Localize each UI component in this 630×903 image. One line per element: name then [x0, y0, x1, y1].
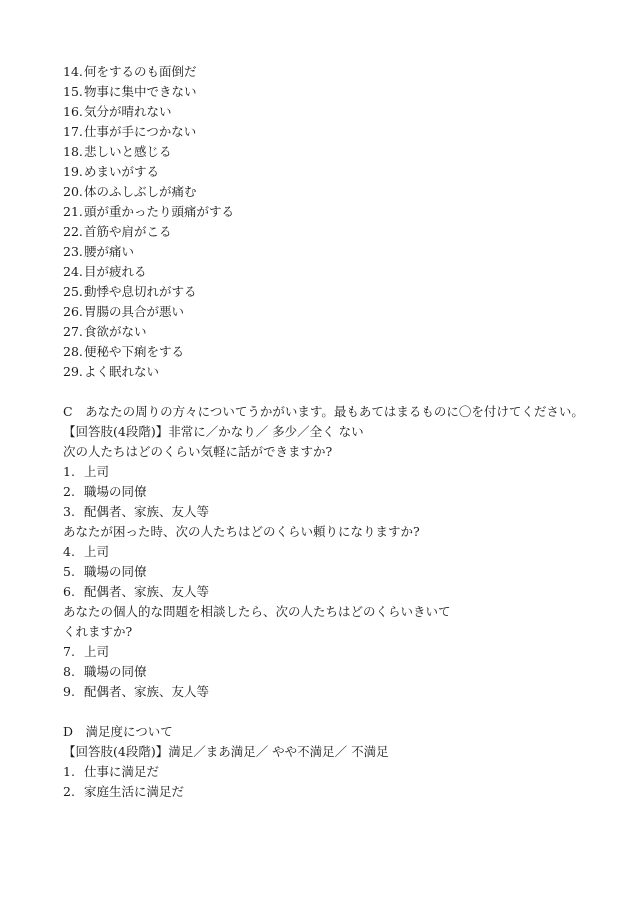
item-text: 動悸や息切れがする	[84, 284, 197, 299]
list-item	[63, 782, 389, 802]
question-1: 次の人たちはどのくらい気軽に話ができますか?	[63, 444, 333, 459]
item-text: 家庭生活に満足だ	[84, 784, 185, 799]
item-text: 腰が痛い	[84, 244, 135, 259]
item-text: めまいがする	[84, 164, 160, 179]
item-number: 27.	[63, 324, 83, 339]
item-text: よく眠れない	[84, 364, 160, 379]
list-item	[63, 462, 584, 482]
item-number: 17.	[63, 124, 83, 139]
item-text: 気分が晴れない	[84, 104, 172, 119]
list-item	[63, 102, 234, 122]
list-item	[63, 302, 234, 322]
list-item	[63, 222, 234, 242]
list-item	[63, 142, 234, 162]
item-number: 16.	[63, 104, 83, 119]
item-text: 便秘や下痢をする	[84, 344, 185, 359]
item-text: 何をするのも面倒だ	[84, 64, 197, 79]
item-number: 26.	[63, 304, 83, 319]
item-number: 9.	[63, 684, 75, 699]
list-item	[63, 582, 584, 602]
list-item	[63, 122, 234, 142]
item-text: 首筋や肩がこる	[84, 224, 172, 239]
section-d-heading: D 満足度について	[63, 724, 173, 739]
list-item	[63, 482, 584, 502]
item-text: 体のふしぶしが痛む	[84, 184, 197, 199]
question-3-line-1: あなたの個人的な問題を相談したら、次の人たちはどのくらいきいて	[63, 604, 451, 619]
list-item	[63, 362, 234, 382]
list-item	[63, 562, 584, 582]
item-number: 7.	[63, 644, 75, 659]
list-item	[63, 682, 584, 702]
item-number: 2.	[63, 484, 75, 499]
item-text: 目が疲れる	[84, 264, 147, 279]
item-number: 20.	[63, 184, 83, 199]
list-item	[63, 282, 234, 302]
item-number: 19.	[63, 164, 83, 179]
section-c	[63, 402, 584, 702]
list-item	[63, 162, 234, 182]
item-text: 職場の同僚	[84, 484, 147, 499]
section-d-answer-options: 【回答肢(4段階)】満足／まあ満足／ やや不満足／ 不満足	[63, 744, 389, 759]
item-text: 頭が重かったり頭痛がする	[84, 204, 235, 219]
item-text: 仕事が手につかない	[84, 124, 197, 139]
item-number: 24.	[63, 264, 83, 279]
list-item	[63, 542, 584, 562]
item-number: 8.	[63, 664, 75, 679]
item-text: 配偶者、家族、友人等	[84, 584, 210, 599]
item-text: 物事に集中できない	[84, 84, 197, 99]
item-number: 15.	[63, 84, 83, 99]
list-item	[63, 342, 234, 362]
section-b-list	[63, 62, 234, 382]
list-item	[63, 502, 584, 522]
item-number: 1.	[63, 764, 75, 779]
item-text: 食欲がない	[84, 324, 147, 339]
list-item	[63, 642, 584, 662]
item-number: 1.	[63, 464, 75, 479]
item-text: 悲しいと感じる	[84, 144, 172, 159]
list-item	[63, 202, 234, 222]
item-text: 職場の同僚	[84, 664, 147, 679]
item-number: 5.	[63, 564, 75, 579]
item-number: 6.	[63, 584, 75, 599]
item-text: 配偶者、家族、友人等	[84, 504, 210, 519]
list-item	[63, 62, 234, 82]
list-item	[63, 662, 584, 682]
question-3-line-2: くれますか?	[63, 624, 133, 639]
item-number: 29.	[63, 364, 83, 379]
question-2: あなたが困った時、次の人たちはどのくらい頼りになりますか?	[63, 524, 420, 539]
item-text: 配偶者、家族、友人等	[84, 684, 210, 699]
section-c-answer-options: 【回答肢(4段階)】非常に／かなり／ 多少／全く ない	[63, 424, 364, 439]
list-item	[63, 182, 234, 202]
section-d	[63, 722, 389, 802]
item-number: 14.	[63, 64, 83, 79]
list-item	[63, 262, 234, 282]
section-c-heading: C あなたの周りの方々についてうかがいます。最もあてはまるものに〇を付けてください。	[63, 404, 584, 419]
list-item	[63, 82, 234, 102]
list-item	[63, 762, 389, 782]
item-number: 28.	[63, 344, 83, 359]
item-number: 3.	[63, 504, 75, 519]
list-item	[63, 322, 234, 342]
item-number: 23.	[63, 244, 83, 259]
item-number: 21.	[63, 204, 83, 219]
item-text: 胃腸の具合が悪い	[84, 304, 185, 319]
item-number: 18.	[63, 144, 83, 159]
item-number: 22.	[63, 224, 83, 239]
item-number: 4.	[63, 544, 75, 559]
item-text: 仕事に満足だ	[84, 764, 160, 779]
item-text: 上司	[84, 644, 110, 659]
item-text: 上司	[84, 464, 110, 479]
list-item	[63, 242, 234, 262]
item-number: 25.	[63, 284, 83, 299]
item-number: 2.	[63, 784, 75, 799]
item-text: 職場の同僚	[84, 564, 147, 579]
item-text: 上司	[84, 544, 110, 559]
